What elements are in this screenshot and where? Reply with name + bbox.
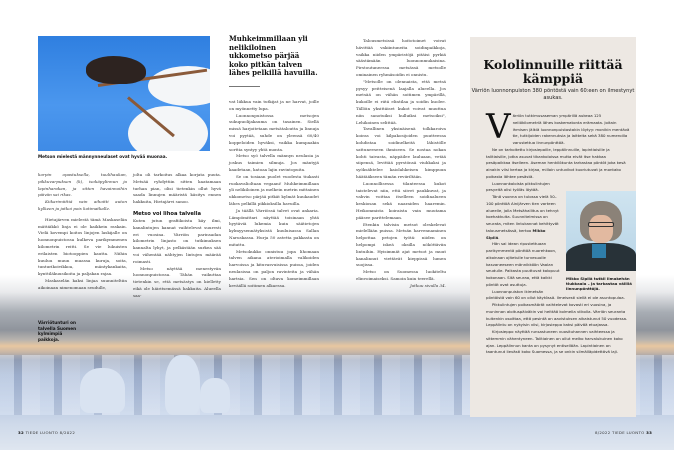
paragraph: Tavallinen yksinäisenä tolkkaroiva koiras voi kilpakosijoiden puutteessa kohdistaa soidinelkeitä lähistölle sattuneeseen ihmiseen. Se nostaa nokan kohti taivasta, näppäilee lauluaan, vetää siipensä, levittää pyrstönsä viuhkaksi ja syöksähtelee kaiolahkeisen kimppuun häätääkseen tämän reviiriltään. — [356, 126, 446, 179]
column-3 — [229, 99, 319, 289]
footer-right: 8/2022 TIEDE LUONTO 33 — [595, 430, 653, 435]
paragraph: Kuten jutun grafiikoista käy ilmi, kanalintujen kannat vaihtelevat suuresti eri vuosina. Värriön parinsadan kilometrin linjasto on tutkimuksen kannalta lyhyt, ja pelkästään surkea sää voi vähentää nähtyjen lintujen määrää roimasti. — [133, 217, 221, 264]
paragraph: Hän sai idean ripustettuaan parikymmentä pönttöä nuorehkoon, aikoinaan ojitetulle turvesuolle kasvaneeseen männikköön Vaalan seudulle. Paikasta puuttuvat kolopuut kokonaan. Sitä seuraa, että kaikki pöntöt ovat asuttuja. — [486, 241, 560, 287]
capercaillie-photo — [38, 36, 210, 151]
column-1 — [38, 172, 127, 292]
paragraph: Metsokukko onnistuu jopa lihomaan talven aikana aterioimalla valikoiden harvoissa ja kituvasvuisissa puissa, joiden neulasissa on paljon ravinteita ja vähän hartsia. Sen on oltava komeimmillaan keväällä soitimen alkaessa. — [229, 248, 319, 288]
paragraph: vat liikkua vain tutkijat ja ne harvat, joille on myönnetty lupa. — [229, 99, 319, 111]
paragraph: Ne on tarkoitettu kirjosiepoille, leppälinnuille, lapintiaisille ja talitiaisille, jotka asuvat tikankoloissa mutta eivät itse hakkaa pesäpaikkaa itselleen. Aseman henkilökunta tarkastaa pöntöt joka kesä ainakin viisi kertaa ja kirjaa, milloin untuvikot kuoriutuvat ja montako poikasta lähtee pesästä. — [486, 146, 626, 179]
paragraph: Metso on Suomessa luokiteltu elinvoimaiseksi. Samoin kuin teerellä. — [356, 269, 446, 281]
box-text — [486, 107, 632, 356]
pull-quote: Muhkeimmillaan yli nelikiloinen ukkometso pärjää koko pitkän talven lähes pelkillä havuilla. — [229, 34, 318, 78]
paragraph: Hietajärven mielestä tämä Maskaselän mättäikkö linja ei ole kaikkein raskain. Vielä kovempi koitos linjojen laskijalle on luonnonpuistossa kulkeva parikymmenen kilometrin reitti. Se vie lukuisten erilaisten biotooppien kautta. Niihin kuuluu muun muassa kurujа, soita, tunturikoivikkoa, mäntykankaita, kynttiläkuusikoita ja paljakan rajaa. — [38, 216, 127, 277]
paragraph: ärriön tutkimusaseman ympärillä aukeaa 125 neliökilometriä lähes koskematonta erämaata. Joitain ihmisen jälkiä luonnonpuistostakin löytyy: monikin mentävä tie, tutkijoiden rakennuksia ja laitteita sekä 380 numeroilla varustettua linnunpönttöä. — [512, 113, 630, 145]
box-title: Kololinnuille riittää kämppiä — [483, 57, 623, 86]
paragraph: Luonnonpuiston ikimetsän pöntöistä vain 60 on ollut käytössä. Ilmeisesti siellä ei ole asuntopulaa. — [486, 288, 625, 301]
paragraph: Metso syö talvella männyn neulasia ja joskus taimien silmuja. Jos mäntyjä kaadetaan, katoaa lajin ravintopuita. — [229, 153, 319, 172]
snow-tree — [80, 368, 125, 413]
paragraph: Pikkulintujen poikasmäärät vaihtelevat kovasti eri vuosina, ja muninnan aloituspäiväkin voi heittää kolmella viikolla. Värriön seuranta kuitenkin osoittaa, että pesintä on aavistuksen aikaistunut 50 vuodessa. Leppälintu on nykyisin viisi, kirjosieppo kaksi päivää etuajassa. — [486, 302, 628, 328]
paragraph: Kiikarimiittiä vain aihoitti auton kylkeen ja jatkoi pois kotimatkalle. — [38, 199, 127, 211]
paragraph: Luonnonkoloista pikkulintujen pesyeitä olisi työläs löytää. — [486, 180, 550, 193]
lead-paragraph — [486, 107, 630, 147]
paragraph: Luonnonpuistossa metsojen sukupuolijakauma on tasainen. Siellä missä harjoitetaan metsätaloutta ja linnuja voi pyytää, suhde on yleensä 60/40 koppeloiden hyväksi, vaikka kumpaakin sorttia syntyy yhtä monta. — [229, 112, 319, 152]
paragraph: Kirjosieppo näyttää runsastuneen vuosituhannen vaihteessa ja sittemmin vähentyneen. Talitiainen on ollut melko harvalukuinen koko ajan. Leppälinnun kanta on pysynyt entisellään. Lapintiainen on taantunut lievästi koko Suomessa, ja se onkin silmälläpidettävä laji. — [486, 329, 623, 355]
sidebar-box — [470, 37, 636, 417]
drop-cap: V — [486, 107, 511, 147]
footer-left: 32 TIEDE LUONTO 8/2022 — [18, 430, 76, 435]
paragraph: Metso näyttää menestyvän luonnonpuistossa. Tähän vaikuttaa tietenkin se, että metsästys on kielletty eikä ole häiritsemässä hakkuita. Alueella saa- — [133, 265, 221, 298]
snow-tree — [165, 355, 200, 415]
mikko-sipila-portrait — [566, 191, 636, 271]
paragraph: Talousmetsissä hoitotoimet voivat hävittää vakiintuneita soidinpaikkoja, vaikka niiden ympäristöjä pitäisi pyrkiä säästämään luonnonmukaisina. Pirstoutuneessa metsässä metsolle ominainen ryhmäsoidin ei onnistu. — [356, 38, 446, 77]
paragraph: Maskaselän kaksi linjaa suunniteltiin aikoinaan nimenomaan seudulle, — [38, 277, 127, 290]
continued-note: Jatkuu sivulla 34. — [409, 282, 446, 288]
paragraph: korpin opastuksella, tuulihaukan, pikkuvarpuksen (k), isokäpylinnun ja lapinharakan, ja sitten havainnoihin päivän sai rikas. — [38, 172, 127, 198]
subheading: Metso voi lihoa talvella — [133, 210, 201, 217]
portrait-figure — [566, 191, 636, 292]
paragraph: Etenkin talvisin metsot oleskelevat mielellään puissa. Metsän harvennaminen helpottaa petojen työtä: niiden on helpompi iskeä oksilla nököttäviin lintuihin. Hyisimmät ajat metsot ja muut kanalinnut viettävät kieppissä lumen suojissa. — [356, 221, 446, 268]
column-2 — [133, 172, 221, 300]
paragraph: Se on tosiaan puolet vuodesta tiukasti ruokavalioltaan vegaani! Muhkeimmillaan yli nelikiloinen ja melkein metrin mittainen ukkometso pärjää pitkät kylmät kuukaudet lähes pelkillä pikkioksilla havuilla. — [229, 173, 319, 206]
column-4 — [356, 38, 446, 289]
paragraph: Luonnollisessa tilanteessa kukot taistelevat niin, että siivet paukkuvat, ja vahvin voittaa itselleen soidinalueen keskiosan sekä naaraiden haaremin. Heikommista koiraista vain muutama pääsee parittelemaan. — [356, 180, 446, 220]
photo-caption: Metson mielestä männynneulaset ovat hyvää muonaa. — [38, 154, 168, 159]
snow-tree — [200, 378, 230, 413]
landscape-caption: Värriötunturi on talvella Suomen kylmimpiä paikkoja. — [38, 320, 77, 342]
paragraph: jolta oli tarkoitus alkaa korjata puuta. Metsää ryhdyttiin sitten kaatamaan turhan pian, olisi tietenkin ollut hyvä saada linnujen määristä käsitys ennen hakkuita, Hietajärvi sanoo. — [133, 172, 221, 205]
paragraph: "Metsolle on olennaista, että metsä pysyy peitteisenä laajalla alueella. Jos metsää on vähän soitimen ympärillä, kukoille ei riitä elintilaa ja soidin kuolee. Tällöin yksittäiset kukot voivat muuttua niin sanotuiksi hulluiksi metsoiksi", Lehikoinen selittää. — [356, 78, 446, 125]
paragraph: Tänä vuonna on tulossa vielä 50–100 pönttöä Ainijärven tien varteen alueelle, jolla Metsähallitus on tehnyt koehakkuita. Suunnitelmissa on seurata, miten lintukannat kehittyvät talousmetsässä, kertoo Mikko Sipilä. — [486, 194, 559, 240]
portrait-caption: Mikko Sipilä tutkii ilmakehän tiukkaala – ja tarkastaa välillä linnunpönttöjä. — [566, 275, 632, 291]
box-deck: Värriön luonnonpuiston 380 pöntöstä vain 60:een on ilmestynyt asukas. — [471, 88, 635, 102]
paragraph: Ja täällä Värriössä talvet ovat ankaria. Lämpömittari näyttää toisinaan yhtä hyytäviä lukemia kuin säätietojen kylmyysennätyksistä kuuluisassa Sallan Naruskassa. Hurja 50 astetta pakkasta on mitattu. — [229, 207, 319, 247]
divider — [229, 86, 260, 87]
